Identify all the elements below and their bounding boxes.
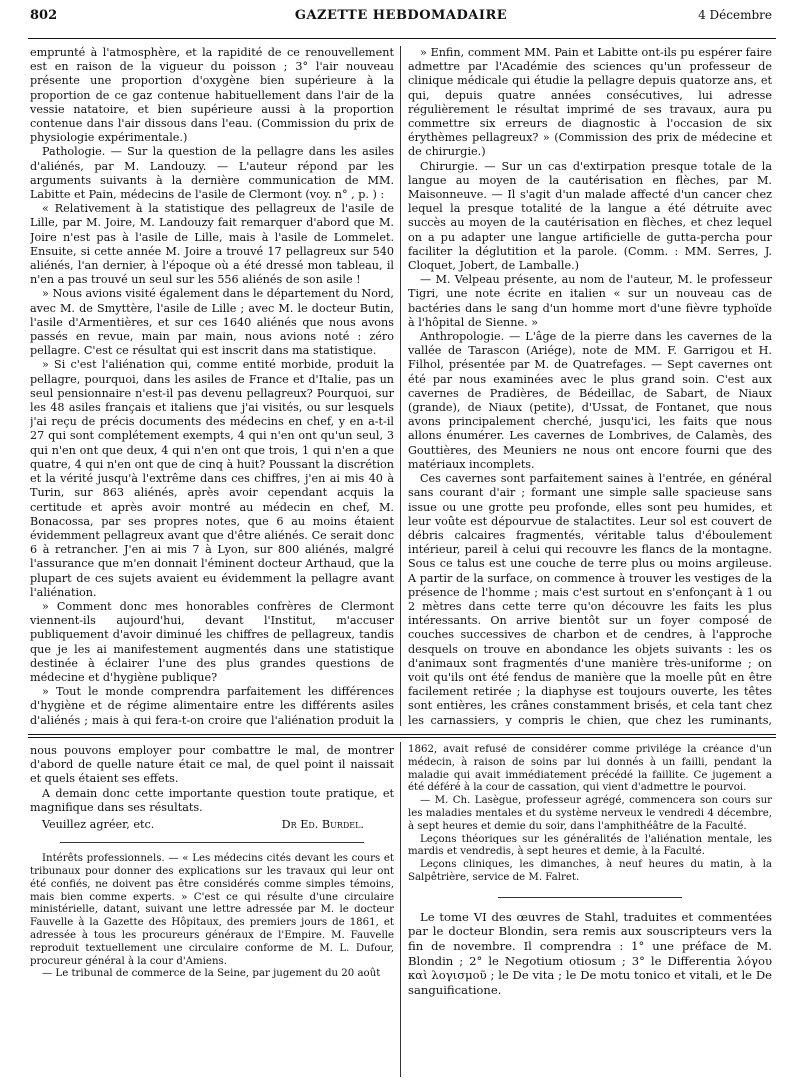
- right-column: [408, 46, 772, 726]
- paragraph: emprunté à l'atmosphère, et la rapidité de ce renouvellement est en raison de la vigueur du poisson ; 3° l'air nouveau présente une proportion d'oxygène bien supérieure à la proportion de ce gaz contenue habituellement dans l'air de la vessie natatoire, et bien supérieure aussi à la proportion contenue dans l'air dissous dans l'eau. (Commission du prix de physiologie expérimentale.): [30, 46, 394, 145]
- section-rule-double: [28, 737, 776, 738]
- paragraph: » Comment donc mes honorables confrères de Clermont viennent-ils aujourd'hui, devant l'Institut, m'accuser publiquement d'avoir diminué les chiffres de pellagreux, tandis que je les ai manifestement augmentés dans une statistique destinée à éclairer l'une des plus grandes questions de médecine et d'hygiène publique?: [30, 599, 394, 684]
- paragraph: » Si c'est l'aliénation qui, comme entité morbide, produit la pellagre, pourquoi, dans les asiles de France et d'Italie, pas un seul pensionnaire n'est-il pas devenu pellagreux? Pourquoi, sur les 48 asiles français et italiens que j'ai visités, ou sur lesquels j'ai reçu de précis documents des médecins en chef, y en a-t-il 27 qui sont complétement exempts, 4 qui n'en ont qu'un seul, 3 qui n'en ont que deux, 4 qui n'en ont que trois, 1 qui n'en a que quatre, 4 qui n'en ont que de cinq à huit? Poussant la discrétion et la vérité jusqu'à l'extrême dans ces chiffres, j'en ai mis 40 à Turin, sur 863 aliénés, après avoir cependant acquis la certitude et après avoir montré au médecin en chef, M. Bonacossa, par ses propres notes, que 6 au moins étaient évidemment pellagreux avant que d'être aliénés. Ce serait donc 6 à retrancher. J'en ai mis 7 à Lyon, sur 800 aliénés, malgré l'assurance que m'en donnait l'éminent docteur Arthaud, que la plupart de ces sujets avaient eu évidemment la pellagre avant l'aliénation.: [30, 358, 394, 599]
- stahl-notice: Le tome VI des œuvres de Stahl, traduites et commentées par le docteur Blondin, sera remis aux souscripteurs vers la fin de novembre. Il comprendra : 1° une préface de M. Blondin ; 2° le Negotium otiosum ; 3° le Differentia λόγου καὶ λογισμοῦ ; le De vita ; le De motu tonico et vitali, et le De sanguificatione.: [408, 909, 772, 997]
- paragraph: Intérêts professionnels. — « Les médecins cités devant les cours et tribunaux pour donner des explications sur les travaux qui leur ont été confiés, ne doivent pas être considérés comme simples témoins, mais bien comme experts. » C'est ce qui résulte d'une circulaire ministérielle, datant, suivant une lettre adressée par M. le docteur Fauvelle à la Gazette des Hôpitaux, des premiers jours de 1861, et adressée à tous les procureurs généraux de l'Empire. M. Fauvelle reproduit textuellement une circulaire conforme de M. L. Dufour, procureur général à la cour d'Amiens.: [30, 853, 394, 967]
- separator: [60, 842, 364, 843]
- paragraph: A demain donc cette importante question toute pratique, et magnifique dans ses résultats.: [30, 786, 394, 814]
- paragraph: « Relativement à la statistique des pellagreux de l'asile de Lille, par M. Joire, M. Landouzy fait remarquer d'abord que M. Joire n'est pas à l'asile de Lille, mais à l'asile de Lommelet. Ensuite, si cette année M. Joire a trouvé 17 pellagreux sur 540 aliénés, l'an dernier, à l'époque où a été dressé mon tableau, il n'en a pas trouvé un seul sur les 556 aliénés de son asile !: [30, 202, 394, 287]
- bottom-right-column: [408, 744, 772, 1079]
- closing-formula: Veuillez agréer, etc.: [42, 818, 155, 832]
- page-header: [30, 8, 772, 34]
- paragraph: Ces cavernes sont parfaitement saines à l'entrée, en général sans courant d'air ; formant une simple salle spacieuse sans issue ou une grotte peu profonde, elles sont peu humides, et leur voûte est dépourvue de stalactites. Leur sol est couvert de débris calcaires fragmentés, véritable talus d'éboulement intérieur, pareil à celui qui recouvre les flancs de la montagne. Sous ce talus est une couche de terre plus ou moins argileuse. A partir de la surface, on commence à trouver les vestiges de la présence de l'homme ; mais c'est surtout en s'enfonçant à 1 ou 2 mètres dans cette terre qu'on découvre les faits les plus intéressants. On arrive bientôt sur un foyer composé de couches successives de charbon et de cendres, à l'approche desquels on trouve en abondance les objets suivants : les os d'animaux sont fragmentés d'une manière très-uniforme ; on voit qu'ils ont été fendus de manière que la moelle pût en être facilement retirée ; la diaphyse est toujours ouverte, les têtes sont entières, les crânes constamment brisés, et cela tant chez les carnassiers, y compris le chien, que chez les ruminants,: [408, 472, 772, 726]
- column-divider: [400, 46, 401, 726]
- paragraph: Leçons cliniques, les dimanches, à neuf heures du matin, à la Salpêtrière, service de M. Falret.: [408, 859, 772, 883]
- column-divider: [400, 742, 401, 1077]
- separator: [498, 897, 682, 898]
- paragraph: » Tout le monde comprendra parfaitement les différences d'hygiène et de régime alimentaire entre les différents asiles d'aliénés ; mais à qui fera-t-on croire que l'aliénation produit la: [30, 685, 394, 726]
- issue-date: 4 Décembre: [698, 8, 772, 22]
- page-number: 802: [30, 8, 58, 23]
- journal-title: GAZETTE HEBDOMADAIRE: [294, 8, 508, 23]
- paragraph: — M. Ch. Lasègue, professeur agrégé, commencera son cours sur les maladies mentales et du système nerveux le vendredi 4 décembre, à sept heures et demie du soir, dans l'amphithéâtre de la Faculté.: [408, 795, 772, 832]
- paragraph: 1862, avait refusé de considérer comme privilége la créance d'un médecin, à raison de soins par lui donnés à un failli, pendant la maladie qui avait immédiatement précédé la faillite. Ce jugement a été déféré à la cour de cassation, qui vient d'admettre le pourvoi.: [408, 744, 772, 794]
- signature-line: [30, 818, 394, 832]
- paragraph: — M. Velpeau présente, au nom de l'auteur, M. le professeur Tigri, une note écrite en italien « sur un nouveau cas de bactéries dans le sang d'un homme mort d'une fièvre typhoïde à l'hôpital de Sienne. »: [408, 273, 772, 329]
- paragraph: » Enfin, comment MM. Pain et Labitte ont-ils pu espérer faire admettre par l'Académie des sciences qu'un professeur de clinique médicale qui étudie la pellagre depuis quatorze ans, et qui, depuis quatre années consécutives, lui adresse régulièrement le résultat imprimé de ses travaux, aura pu commettre six erreurs de diagnostic à l'occasion de six érythèmes pellagreux? » (Commission des prix de médecine et de chirurgie.): [408, 46, 772, 159]
- paragraph: Leçons théoriques sur les généralités de l'aliénation mentale, les mardis et vendredis, à sept heures et demie, à la Faculté.: [408, 833, 772, 858]
- paragraph: nous pouvons employer pour combattre le mal, de montrer d'abord de quelle nature était ce mal, de quel point il naissait et quels étaient ses effets.: [30, 744, 394, 786]
- left-column: [30, 46, 394, 726]
- paragraph: Chirurgie. — Sur un cas d'extirpation presque totale de la langue au moyen de la cautérisation en flèches, par M. Maisonneuve. — Il s'agit d'un malade affecté d'un cancer chez lequel la presque totalité de la langue a été détruite avec succès au moyen de la cautérisation en flèches, et chez lequel on a pu adapter une langue artificielle de gutta-percha pour faciliter la déglutition et la parole. (Comm. : MM. Serres, J. Cloquet, Jobert, de Lamballe.): [408, 159, 772, 273]
- header-rule: [28, 38, 776, 39]
- paragraph: Pathologie. — Sur la question de la pellagre dans les asiles d'aliénés, par M. Landouzy. — L'auteur répond par les arguments suivants à la dernière communication de MM. Labitte et Pain, médecins de l'asile de Clermont (voy. n° , p. ) :: [30, 145, 394, 202]
- paragraph: » Nous avions visité également dans le département du Nord, avec M. de Smyttère, l'asile de Lille ; avec M. le docteur Butin, l'asile d'Armentières, et sur ces 1640 aliénés que nous avons passés en revue, main par main, nous avions noté : zéro pellagre. C'est ce résultat qui est inscrit dans ma statistique.: [30, 287, 394, 358]
- section-rule: [28, 734, 776, 735]
- paragraph: — Le tribunal de commerce de la Seine, par jugement du 20 août: [42, 968, 381, 980]
- paragraph: Anthropologie. — L'âge de la pierre dans les cavernes de la vallée de Tarascon (Ariége), note de MM. F. Garrigou et H. Filhol, présentée par M. de Quatrefages. — Sept cavernes ont été par nous examinées avec le plus grand soin. C'est aux cavernes de Pradières, de Bédeillac, de Sabart, de Niaux (grande), de Niaux (petite), d'Ussat, de Fontanet, que nous avons principalement cherché, jusqu'ici, les faits que nous allons énumérer. Les cavernes de Lombrives, de Calamès, des Gouttières, des Meuniers ne nous ont encore fourni que des matériaux incomplets.: [408, 330, 772, 471]
- signature: Dr Ed. Burdel.: [281, 818, 364, 832]
- bottom-left-column: [30, 744, 394, 1079]
